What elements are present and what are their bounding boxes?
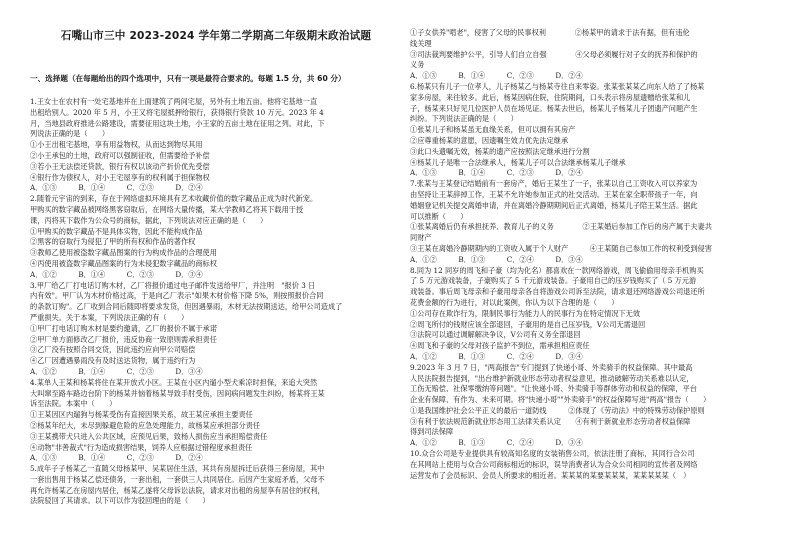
text-line: ④银行作为债权人，对小王宅屋享有的权利属于担保物权 [30, 172, 210, 182]
text-line: ②杨某年纪大，未尽到躲避危险的应急处理能力，故杨某应承担部分责任 [30, 420, 261, 430]
text-line: ①小王出租宅基地，享有用益物权，从而达到物尽其用 [30, 140, 203, 150]
text-line: A．①② B．①③ C．②④ D．③④ [410, 254, 583, 264]
left-text-block [30, 97, 402, 507]
text-line: 1.王女士在农村有一处宅基地并在上面建筑了两间宅屋，另外有土地五亩。他将宅基地一直 [30, 97, 318, 106]
text-line: ③有利于依法规范新就业形态用工法律关系认定 ④有利于新就业形态劳动者权益保障 [410, 416, 691, 426]
text-line: 工伤无赔偿、社保零缴纳等问题"。"让快递小哥、外卖骑手等群体劳动和权益的保障，平台 [410, 384, 697, 394]
text-line: 课，丙将其下载作为公众号的商标，据此，下列说法对应正确的是（ ） [30, 215, 268, 225]
right-text-block [410, 28, 782, 481]
text-line: 月，当地县政府推进公路建设，需要征用这块土地，小王家的五亩土地在征用之列。对此，下 [30, 118, 325, 128]
text-line: ②应尊重杨某的意愿，因遗嘱生效力优先法定继承 [410, 135, 569, 145]
text-line: 列说法正确的是（ ） [30, 129, 110, 139]
left-column [30, 0, 402, 550]
text-line: ①甲购买的数字藏品不是具体实物，因此不能构成作品 [30, 226, 203, 236]
right-column [410, 0, 782, 550]
text-line: ④动物"非善裁式"行为造成损害结果，饲养人应根据过错程度承担责任 [30, 442, 253, 452]
text-line: 线关理 [410, 38, 432, 48]
text-line: ③王某携带犬只进入公共区域，应预见后果，致杨人损伤应当承担赔偿责任 [30, 431, 268, 441]
text-line: 10.众合公司是专业提供具有较高知名度的女装销售公司，依法注册了商标，其同行合公司 [410, 449, 695, 459]
text-line: ①甲厂打电话订购木材是要约邀请，乙厂的报价不属于承诺 [30, 323, 217, 333]
text-line: ③若小王无法偿还贷款，银行有权以该动产折价优先受偿 [30, 161, 210, 171]
section-heading: 一、选择题（在每题给出的四个选项中，只有一项是最符合要求的。每题 1.5 分，共 60 分） [30, 74, 346, 83]
text-line: 婚姻登记机关提交离婚申请，并在离婚冷静期期间后正式离婚，杨某儿子陪王某生活。据此 [410, 200, 698, 210]
text-line: 2.随着元宇宙的到来，存在于网络虚拟环境具有艺术收藏价值的数字藏品正成为时代新宠。 [30, 194, 318, 204]
text-line: 甲购买的数字藏品被网络黑客窃取后，在网络大量传播，某大学教师乙将其下载用于授 [30, 204, 304, 214]
text-line: ①张某儿子和杨某虽无血缘关系，但可以拥有其房产 [410, 125, 576, 135]
text-line: ①子女供养"啃老"，侵害了父母的民事权利 ②杨某甲的请求于法有据，但有违伦 [410, 28, 690, 37]
text-line: ③王某在离婚冷静期期内的工资收入属于个人财产 ④王某随自己参加工作的权利受到侵害 [410, 243, 712, 253]
text-line: A．①③ B．①④ C．②③ D．②④ [410, 168, 583, 178]
text-line: 得到司法保障 [410, 427, 454, 437]
text-line: 义务 [410, 60, 425, 70]
text-line: 6.杨某只有儿子一位孝人，儿子杨某乙与杨某寺往自来零姿。张某张某某乙向东人给了了杨某 [410, 81, 705, 91]
text-line: ①是我国维护社会公平正义的最后一道防线 ②体现了《劳动法》中的特殊劳动保护原则 [410, 405, 705, 415]
text-line: 纠纷。下列说法正确的是（ ） [410, 114, 518, 124]
text-line: ①王某因区内遛狗与杨某受伤有直接因果关系，故王某应承担主要责任 [30, 410, 253, 420]
text-line: 出租给别人。2020 年 5 月，小王又将宅屋抵押给银行，获得银行贷款 10 万元。2023 年 4 [30, 107, 324, 117]
text-line: 人民法院报告提到，"出台维护新就业形态劳动者权益意见，推动破解劳动关系难以认定， [410, 373, 694, 383]
text-line: 子，杨某来只好见几位医护人员在场见证。杨某去世后，杨某儿子杨某儿子团遗产问题产生 [410, 103, 698, 113]
text-line: 运营发布了会员标识、会员人所要求的相近者。某某某的某要某某某，某某某某某（ ） [410, 470, 691, 480]
text-line: 7.张某与王某登记结婚前有一套房产，婚后王某生了一子，张某以自己工资收入可以养家为 [410, 179, 698, 189]
text-line: 法院驳回了其请求。以下可以作为驳回理由的是（ ） [30, 496, 210, 506]
text-line: ③乙厂没有按照合同交货，因此违约应向甲公司赔偿 [30, 345, 196, 355]
text-line: A．①③ B．①④ C．②③ D．②④ [30, 183, 203, 193]
text-line: ④丙使用被盗数字藏品图案的行为未侵犯数字藏品的商标权 [30, 258, 217, 268]
text-line: 9.2023 年 3 月 7 日，"两高报告"专门提到了快递小哥、外卖骑手的权益保障。其中最高 [410, 362, 693, 372]
text-line: A．①② B．①③ C．②④ D．③④ [410, 438, 583, 448]
text-line: ③此口头遗嘱无效，杨某的遗产应按照法定继承进行分割 [410, 146, 590, 156]
text-line: ④乙厂因遭遇暴雨没有及时送达货物，属于违约行为 [30, 356, 196, 366]
text-line: ②黑客的窃取行为侵犯了甲的所有权和作品的著作权 [30, 237, 196, 247]
text-line: ③司法裁判要维护公平，引导人们自立自强 ④父母必须履行对子女的抚养和保护的 [410, 49, 698, 59]
exam-title: 石嘴山市三中 2023-2024 学年第二学期高二年级期末政治试题 [60, 30, 372, 42]
text-line: ①张某离婚后仍有承担抚养、教育儿子的义务 ②王某婚后参加工作后的房产属于夫妻共 [410, 222, 712, 232]
text-line: 大叫窜至路车路边台阶下的杨某并恼着杨某导致手肘受伤，因间病问题发生纠纷，杨某将王某 [30, 388, 325, 398]
text-line: A．①③ B．①④ C．②③ D．②④ [410, 71, 583, 81]
text-line: 的条款订购"。乙厂收到合同后随即将要求发货，但因遇暴雨，木材无法按期送达，给甲公司造成了 [30, 302, 343, 312]
text-line: 家多房屋，来往较多。此后，杨某因病住院，住院期间，口头表示将房屋遗赠给张某和儿 [410, 92, 691, 102]
text-line: 严重损失。关于本案，下列说法正确的有（ ） [30, 312, 189, 322]
text-line: 8.同为 12 同岁的周飞和子豪（均为化名）都喜欢在一款网络游戏，周飞偷偷用母亲手机购买 [410, 265, 704, 275]
text-line: 戏装备。事后周飞母亲和子豪用母亲各自将游戏公司诉至法院，请求退还网络游戏公司退还所 [410, 287, 705, 297]
text-line: 可以推断（ ） [410, 211, 468, 221]
text-line: 5.成年子子杨某乙一直随父母杨某甲、吴某居住生活，其共有房屋拆迁后获得三套房屋，其中 [30, 464, 325, 474]
text-line: ①公司存在欺诈行为，限制民事行为能力人的民事行为在特定情况下无效 [410, 308, 641, 318]
text-line: ④周飞和子豪的父母对孩子监护不到位，需承担相应责任 [410, 341, 590, 351]
text-line: 内有效"。甲厂认为木材价格过高，于是向乙厂表示"如果木材价格下降 5%，则按照报价合同 [30, 291, 324, 301]
text-line: ④杨某儿子是唯一合法继承人，杨某儿子可以合法继承杨某儿子继承 [410, 157, 626, 167]
text-line: 同财产 [410, 233, 432, 243]
text-line: ②甲厂单方面修改乙厂报价，违反协商一致原则需承担责任 [30, 334, 217, 344]
text-line: 花费金额的行为进行，对以此案例，你认为以下合理的是（ ） [410, 297, 619, 307]
text-line: ②小王承包的土地，政府可以强制征收，但需要给予补偿 [30, 150, 210, 160]
text-line: ②周飞所付的钱财应该全部退回，子豪用的是自己压岁钱，Ⅴ公司无需退回 [410, 319, 646, 329]
text-line: 由坚持让王某辞掉工作，王某不允许她参加正式的社交活动。王某在家全职带孩子一年，向 [410, 189, 698, 199]
text-line: A．①② B．①④ C．②③ D．③④ [30, 366, 203, 376]
text-line: ③教师乙使用被盗数字藏品图案的行为构成作品的合理使用 [30, 248, 217, 258]
text-line: 诉至法院。本案中（ ） [30, 399, 117, 409]
text-line: A．①② B．①③ C．②④ D．③④ [410, 351, 583, 361]
text-line: 一套出售用于杨某乙偿还债务，一套出租，一套供三人共同居住。后因产生家庭矛盾，父母不 [30, 474, 325, 484]
text-line: 企业有保障、有作为、未来可期。将"快递小哥""外卖骑手"的权益保障写进"两高"报告（ ） [410, 395, 711, 405]
text-line: ③法院可以通过调解解决争议，Ⅴ公司有义务全部退回 [410, 330, 581, 340]
text-line: 再允许杨某乙在房屋内居住，杨某乙遂将父母诉讼法院，请求对出租的房屋享有居住的权利， [30, 485, 325, 495]
text-line: 3.甲厂给乙厂打电话订购木材，乙厂将报价通过电子邮件发送给甲厂，并注明 "报价 3 日 [30, 280, 316, 290]
text-line: A．①③ B．①④ C．②③ D．②④ [30, 453, 203, 463]
text-line: A．①② B．①④ C．②③ D．③④ [30, 269, 203, 279]
text-line: 在其网站上使用与众合公司商标相近的标识，误导消费者认为合众公司相同的宣传者及网络 [410, 459, 698, 469]
text-line: 了 5 万元游戏装备，子豪购买了 5 千元游戏装备。子豪用自己的压岁钱购买了（ 5 万元游 [410, 276, 697, 286]
text-line: 4.某单人王某和杨某将住在某开放式小区。王某在小区内遛小型犬乘凉时担保，来追大突然 [30, 377, 318, 387]
